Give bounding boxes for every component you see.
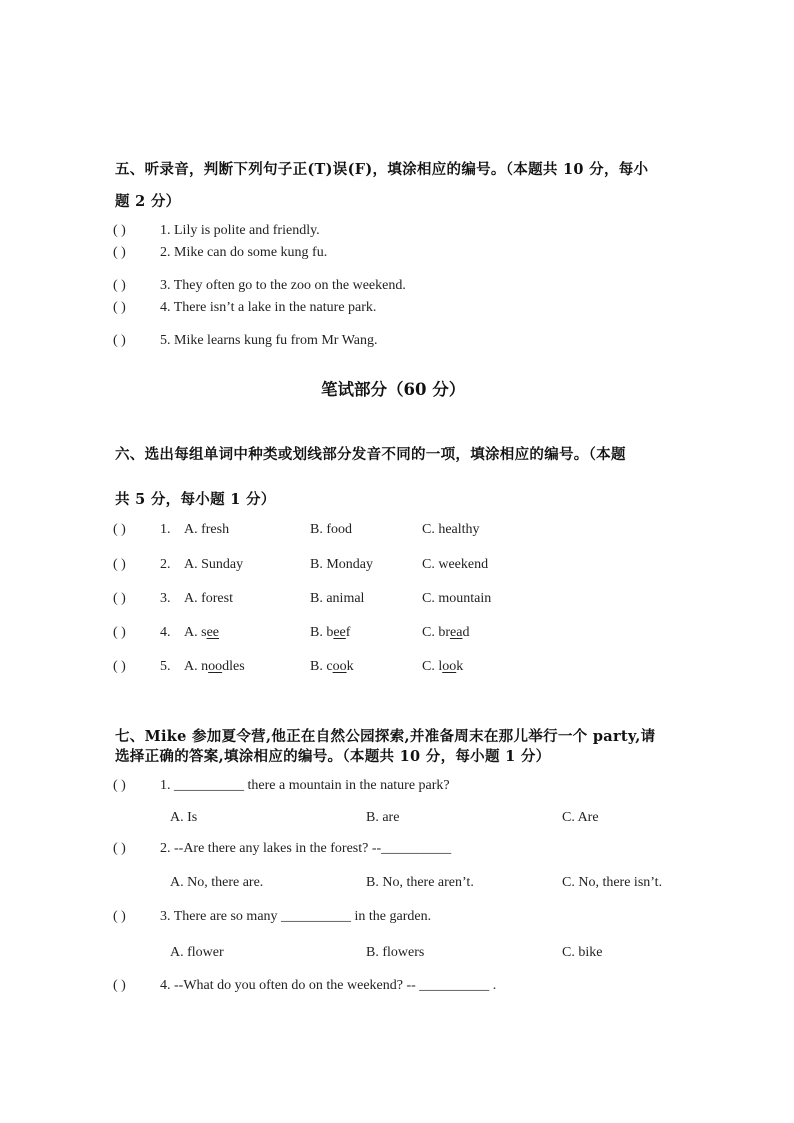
- answer-blank[interactable]: ( ): [113, 978, 126, 993]
- option-c: C. healthy: [422, 522, 480, 537]
- option-c: C. mountain: [422, 591, 492, 606]
- question-number: 4.: [160, 625, 171, 640]
- answer-blank[interactable]: ( ): [113, 557, 126, 572]
- statement-text: 5. Mike learns kung fu from Mr Wang.: [160, 333, 378, 348]
- section6-title-line1: 六、选出每组单词中种类或划线部分发音不同的一项，填涂相应的编号。（本题: [115, 446, 626, 463]
- answer-blank[interactable]: ( ): [113, 333, 126, 348]
- option-b: B. food: [310, 522, 352, 537]
- answer-blank[interactable]: ( ): [113, 778, 126, 793]
- statement-text: 3. They often go to the zoo on the weekend.: [160, 278, 406, 293]
- option-c: C. Are: [562, 810, 599, 825]
- option-a-prefix: A. n: [184, 659, 209, 674]
- option-c: C. No, there isn’t.: [562, 875, 663, 890]
- option-b-prefix: B. b: [310, 625, 334, 640]
- underlined-letters: oo: [442, 659, 457, 674]
- section7-title-line2: 选择正确的答案,填涂相应的编号。（本题共 10 分，每小题 1 分）: [115, 748, 551, 765]
- option-c-prefix: C. l: [422, 659, 443, 674]
- answer-blank[interactable]: ( ): [113, 245, 126, 260]
- option-a-suffix: dles: [222, 659, 245, 674]
- answer-blank[interactable]: ( ): [113, 659, 126, 674]
- written-part-title: 笔试部分（60 分）: [321, 380, 466, 399]
- answer-blank[interactable]: ( ): [113, 841, 126, 856]
- question-number: 3.: [160, 591, 171, 606]
- option-b: [310, 625, 350, 641]
- option-b: B. animal: [310, 591, 365, 606]
- underlined-letters: oo: [208, 659, 223, 674]
- section5-title-line1: 五、听录音，判断下列句子正(T)误(F)，填涂相应的编号。（本题共 10 分，每小: [115, 161, 649, 178]
- answer-blank[interactable]: ( ): [113, 591, 126, 606]
- option-c-prefix: C. br: [422, 625, 450, 640]
- option-c: [422, 659, 463, 675]
- underlined-letters: ea: [450, 625, 463, 640]
- option-c: [422, 625, 469, 641]
- option-a: A. Is: [170, 810, 198, 825]
- option-a: A. fresh: [184, 522, 230, 537]
- option-b-prefix: B. c: [310, 659, 333, 674]
- option-c: C. bike: [562, 945, 603, 960]
- option-b: [310, 659, 354, 675]
- question-stem: 3. There are so many __________ in the garden.: [160, 909, 432, 924]
- option-b: B. Monday: [310, 557, 373, 572]
- option-c: C. weekend: [422, 557, 489, 572]
- answer-blank[interactable]: ( ): [113, 223, 126, 238]
- statement-text: 1. Lily is polite and friendly.: [160, 223, 320, 238]
- question-stem: 1. __________ there a mountain in the nature park?: [160, 778, 450, 793]
- option-a: A. flower: [170, 945, 224, 960]
- option-a: [184, 659, 245, 675]
- question-number: 1.: [160, 522, 171, 537]
- option-b-suffix: f: [345, 625, 351, 640]
- statement-text: 2. Mike can do some kung fu.: [160, 245, 328, 260]
- option-a: A. Sunday: [184, 557, 244, 572]
- option-a: A. forest: [184, 591, 233, 606]
- underlined-letters: ee: [206, 625, 219, 640]
- question-stem: 2. --Are there any lakes in the forest? --__________: [160, 841, 452, 856]
- section5-title-line2: 题 2 分）: [115, 193, 181, 210]
- answer-blank[interactable]: ( ): [113, 625, 126, 640]
- option-b: B. flowers: [366, 945, 425, 960]
- statement-text: 4. There isn’t a lake in the nature park.: [160, 300, 377, 315]
- option-a: A. No, there are.: [170, 875, 264, 890]
- question-stem: 4. --What do you often do on the weekend? -- __________ .: [160, 978, 497, 993]
- question-number: 2.: [160, 557, 171, 572]
- underlined-letters: oo: [332, 659, 347, 674]
- option-b-suffix: k: [346, 659, 354, 674]
- answer-blank[interactable]: ( ): [113, 522, 126, 537]
- option-b: B. No, there aren’t.: [366, 875, 474, 890]
- option-a: [184, 625, 219, 641]
- section6-title-line2: 共 5 分，每小题 1 分）: [115, 491, 276, 508]
- answer-blank[interactable]: ( ): [113, 300, 126, 315]
- answer-blank[interactable]: ( ): [113, 278, 126, 293]
- option-c-suffix: d: [462, 625, 470, 640]
- section7-title-line1: 七、Mike 参加夏令营,他正在自然公园探索,并准备周末在那儿举行一个 party,请: [115, 728, 656, 745]
- option-b: B. are: [366, 810, 400, 825]
- option-c-suffix: k: [456, 659, 464, 674]
- option-a-prefix: A. s: [184, 625, 207, 640]
- question-number: 5.: [160, 659, 171, 674]
- answer-blank[interactable]: ( ): [113, 909, 126, 924]
- underlined-letters: ee: [333, 625, 346, 640]
